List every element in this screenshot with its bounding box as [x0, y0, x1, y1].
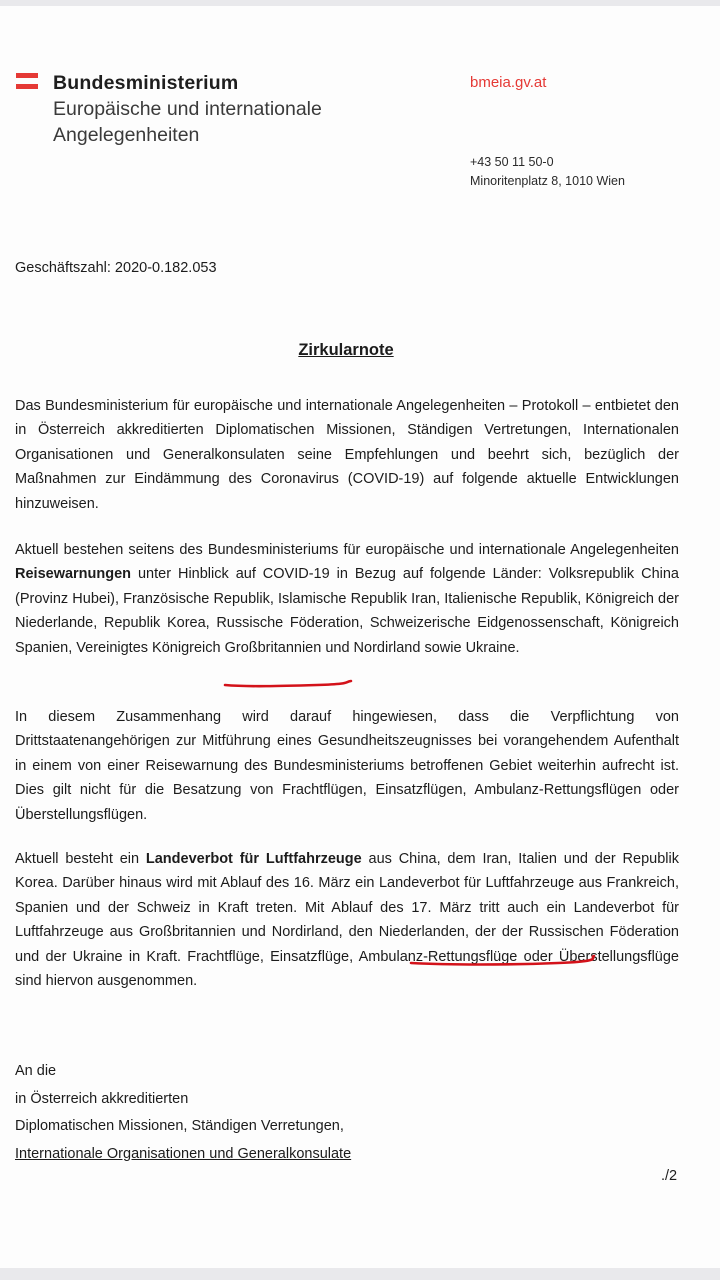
bottom-border: [0, 1268, 720, 1280]
address-line-3: Diplomatischen Missionen, Ständigen Verretungen,: [15, 1118, 344, 1134]
paragraph-text: Aktuell besteht ein: [15, 851, 146, 867]
paragraph-text: aus China, dem Iran, Italien und der Republik Korea. Darüber hinaus wird mit Ablauf des 16. März ein Landeverbot für Luftfahrzeuge aus Frankreich, Spanien und der Schweiz in Kraft treten. Mit Ablauf des 17. März tritt auch ein Landeverbot für Luftfahrzeuge aus Großbritannien und Nordirland, den Niederlanden, der der Russischen Föderation und der Ukraine in Kraft. Frachtflüge, Einsatzflüge, Ambulanz-Rettungsflüge oder Überstellungsflüge sind hiervon ausgenommen.: [15, 851, 679, 990]
handdrawn-underline-ukraine-1: [222, 676, 354, 690]
address-block: [15, 1058, 351, 1168]
document-title: Zirkularnote: [298, 341, 394, 359]
ministry-name: [53, 70, 322, 148]
phone-number: +43 50 11 50-0: [470, 155, 554, 169]
website-link[interactable]: bmeia.gv.at: [470, 74, 547, 91]
paragraph-landing-ban: [15, 847, 679, 993]
paragraph-text: unter Hinblick auf COVID-19 in Bezug auf folgende Länder: Volksrepublik China (Provinz Hubei), Französische Republik, Islamische Republik Iran, Italienische Republik, Königreich der Niederlande, Republik Korea, Russische Föderation, Schweizerische Eidgenossenschaft, Königreich Spanien, Vereinigtes Königreich Großbritannien und Nordirland sowie Ukraine.: [15, 566, 679, 656]
address-line-1: An die: [15, 1063, 57, 1079]
paragraph-text: Aktuell bestehen seitens des Bundesministeriums für europäische und internationale Angelegenheiten: [15, 542, 679, 558]
paragraph-intro: Das Bundesministerium für europäische und internationale Angelegenheiten – Protokoll – entbietet den in Österreich akkreditierten Diplomatischen Missionen, Ständigen Vertretungen, Internationalen Organisationen und Generalkonsulaten seine Empfehlungen und beehrt sich, bezüglich der Maßnahmen zur Eindämmung des Coronavirus (COVID-19) auf folgende aktuelle Entwicklungen hinzuweisen.: [15, 398, 679, 512]
contact-block: [470, 153, 625, 191]
reference-number: Geschäftszahl: 2020-0.182.053: [15, 260, 217, 276]
bold-term-reisewarnungen: Reisewarnungen: [15, 566, 132, 583]
address-line-2: in Österreich akkreditierten: [15, 1090, 189, 1107]
page-continuation-marker: ./2: [661, 1168, 678, 1184]
paragraph-travel-warnings: [15, 538, 679, 660]
address-line-4: Internationale Organisationen und Generalkonsulate: [15, 1145, 352, 1162]
ministry-line-3: Angelegenheiten: [53, 124, 200, 146]
ministry-line-2: Europäische und internationale: [53, 98, 322, 120]
handdrawn-underline-ukraine-2: [408, 953, 598, 969]
ministry-line-1: Bundesministerium: [53, 72, 239, 94]
bold-term-landeverbot: Landeverbot für Luftfahrzeuge: [145, 851, 362, 867]
austrian-flag-logo: [16, 73, 38, 89]
postal-address: Minoritenplatz 8, 1010 Wien: [470, 174, 625, 188]
paragraph-health-certificate: In diesem Zusammenhang wird darauf hingewiesen, dass die Verpflichtung von Drittstaatenangehörigen zur Mitführung eines Gesundheitszeugnisses bei vorangehendem Aufenthalt in einem von einer Reisewarnung des Bundesministeriums betroffenen Gebiet weiterhin aufrecht ist. Dies gilt nicht für die Besatzung von Frachtflügen, Einsatzflügen, Ambulanz-Rettungsflügen oder Überstellungsflügen.: [15, 709, 679, 823]
